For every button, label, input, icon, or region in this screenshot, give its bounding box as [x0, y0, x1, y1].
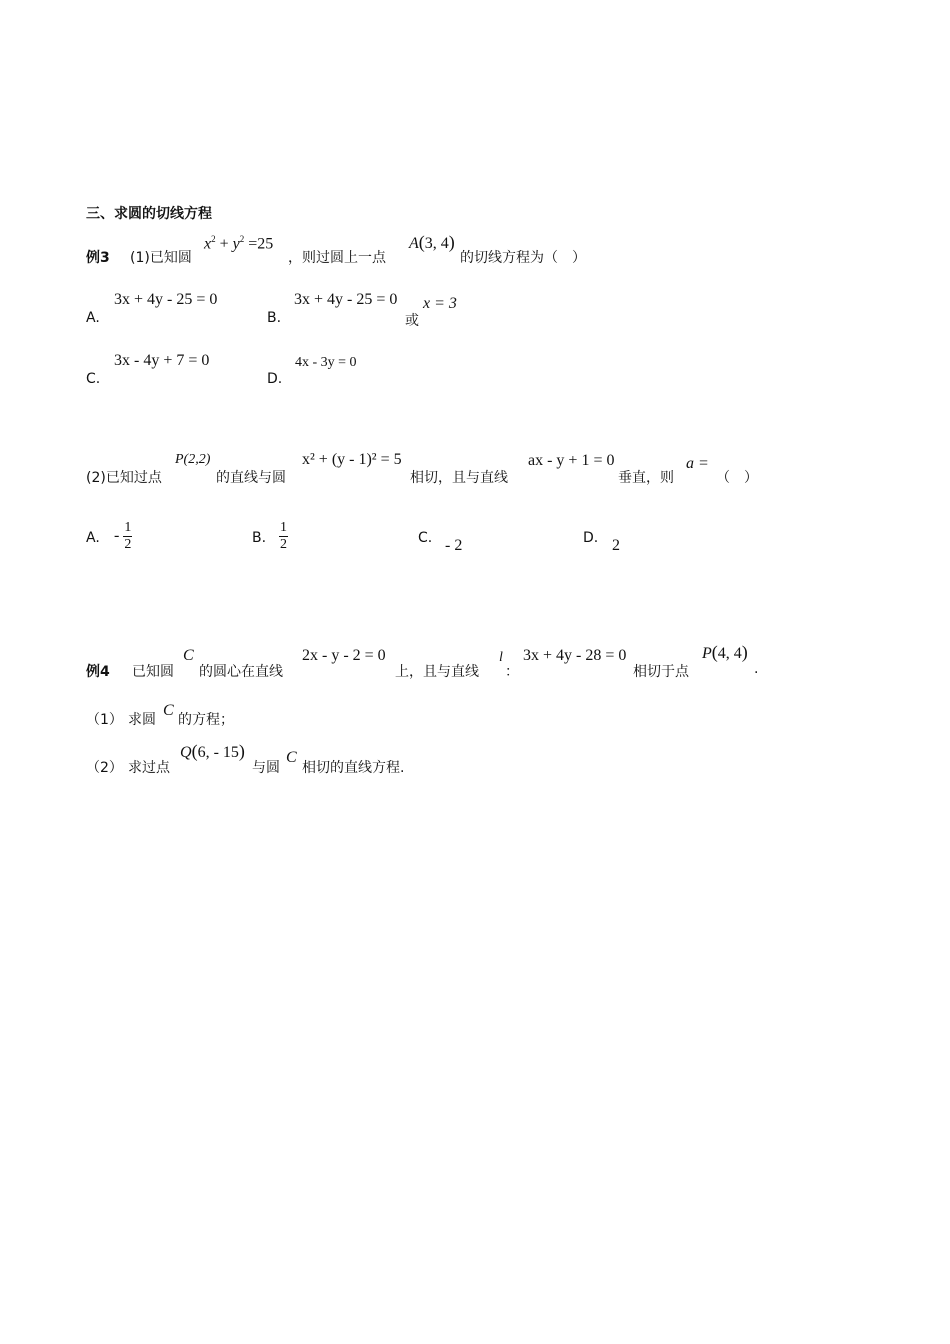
- ex4-circle-name: C: [183, 647, 194, 664]
- ex4-q2-number: （2）: [86, 760, 123, 776]
- ex3-part2-mid2: 相切，且与直线: [410, 470, 508, 486]
- ex4-point-p: P(4, 4): [702, 642, 748, 662]
- ex4-q2-text2: 与圆: [252, 760, 280, 776]
- ex4-q2-text3: 相切的直线方程.: [302, 760, 405, 776]
- ex4-q1-text1: 求圆: [128, 712, 156, 728]
- ex4-colon: ：: [505, 664, 519, 680]
- ex3-option-b-expr: 3x + 4y - 25 = 0: [294, 291, 398, 308]
- example-4-label: 例4: [86, 664, 110, 680]
- ex3-option-d-expr: 4x - 3y = 0: [295, 355, 357, 370]
- ex3-option-a-letter: A.: [86, 310, 100, 326]
- ex3-p2-option-a-value: - $\frac{1}{2}$: [114, 520, 132, 552]
- ex3-option-a-expr: 3x + 4y - 25 = 0: [114, 291, 218, 308]
- ex4-q2-circle-name: C: [286, 749, 297, 766]
- ex3-option-b-letter: B.: [267, 310, 282, 326]
- ex3-option-c-letter: C.: [86, 371, 101, 387]
- ex3-p2-option-c-letter: C.: [418, 530, 433, 546]
- ex3-option-c-expr: 3x - 4y + 7 = 0: [114, 352, 210, 369]
- ex4-q2-text1: 求过点: [128, 760, 170, 776]
- ex3-p2-option-a-letter: A.: [86, 530, 100, 546]
- ex4-q1-number: （1）: [86, 712, 123, 728]
- ex3-part1-mid: ，则过圆上一点: [288, 250, 386, 266]
- ex3-p2-option-d-letter: D.: [583, 530, 599, 546]
- ex3-part2-mid1: 的直线与圆: [216, 470, 286, 486]
- ex3-point-p: P(2,2): [175, 452, 211, 467]
- ex3-p2-option-b-value: $\frac{1}{2}$: [280, 520, 287, 552]
- ex3-option-d-letter: D.: [267, 371, 283, 387]
- ex3-part2-unknown: a =: [686, 455, 709, 472]
- example-3-label: 例3: [86, 250, 110, 266]
- ex3-p2-option-b-letter: B.: [252, 530, 267, 546]
- ex4-line1: 2x - y - 2 = 0: [302, 647, 386, 664]
- ex4-line-name: l: [499, 650, 503, 665]
- ex3-part1-suffix: 的切线方程为（ ）: [460, 250, 586, 266]
- ex3-part1-prefix: (1)已知圆: [130, 250, 192, 266]
- ex4-q1-text2: 的方程；: [178, 712, 234, 728]
- ex4-intro3: 上，且与直线: [395, 664, 479, 680]
- ex3-part2-prefix: (2)已知过点: [86, 470, 162, 486]
- ex3-option-b-or: 或: [405, 313, 419, 329]
- ex3-part2-suffix: （ ）: [716, 470, 758, 486]
- ex3-circle-equation: $x^2 + y^2 =25$: [204, 234, 274, 253]
- ex4-q1-circle-name: C: [163, 702, 174, 719]
- ex3-option-b-expr2: x = 3: [423, 295, 457, 312]
- ex3-p2-option-d-value: 2: [612, 537, 620, 554]
- ex3-p2-option-c-value: - 2: [445, 537, 463, 554]
- ex4-intro2: 的圆心在直线: [199, 664, 283, 680]
- ex3-part2-circle: x² + (y - 1)² = 5: [302, 451, 402, 468]
- ex3-point-a: A(3, 4): [409, 232, 455, 252]
- ex3-part2-mid3: 垂直，则: [618, 470, 674, 486]
- ex4-intro1: 已知圆: [132, 664, 174, 680]
- ex4-period: .: [754, 661, 759, 677]
- ex4-line2: 3x + 4y - 28 = 0: [523, 647, 627, 664]
- ex4-q2-point: Q(6, - 15): [180, 741, 245, 761]
- ex3-part2-line: ax - y + 1 = 0: [528, 452, 615, 469]
- ex4-intro4: 相切于点: [633, 664, 689, 680]
- section-title: 三、求圆的切线方程: [86, 206, 212, 222]
